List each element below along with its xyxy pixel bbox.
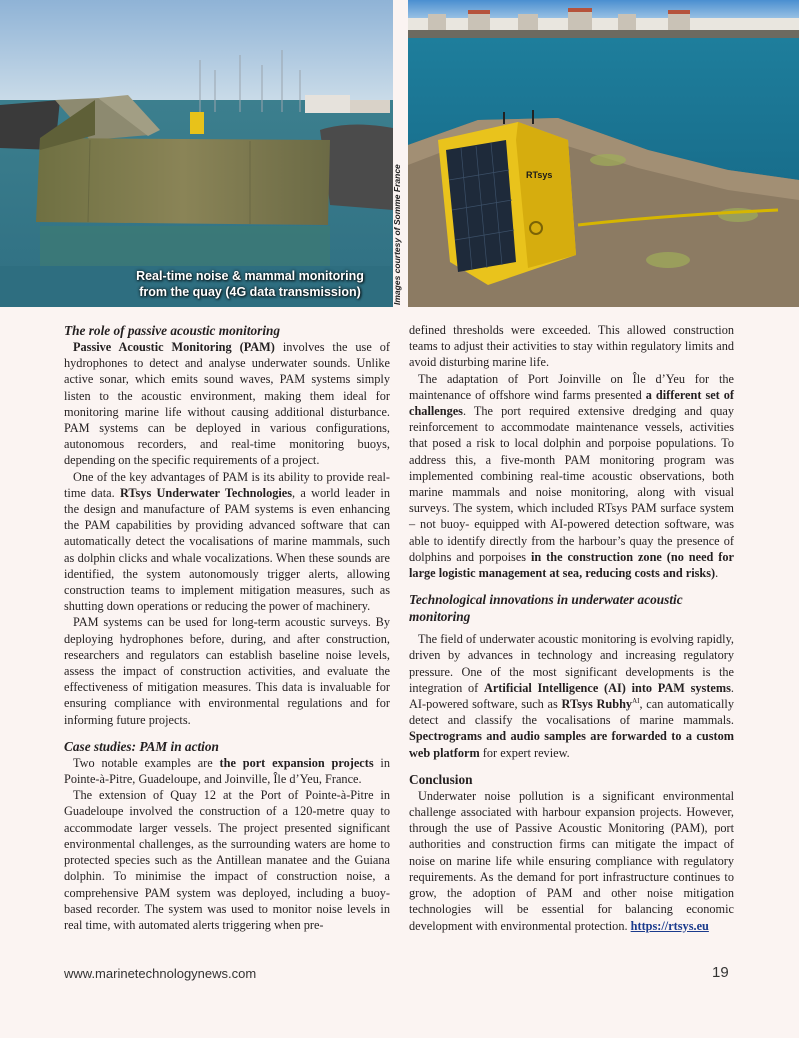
bold-pam-term: Passive Acoustic Monitoring (PAM) — [73, 340, 275, 354]
solar-pam-station-image — [408, 0, 799, 307]
caption-line-1: Real-time noise & mammal monitoring — [136, 269, 364, 283]
paragraph-conclusion — [409, 788, 734, 934]
footer-website-url[interactable]: www.marinetechnologynews.com — [64, 966, 257, 981]
device-brand-label: RTsys — [526, 170, 553, 180]
ai-start: The field of underwater acoustic monitoring is evolving rapidly, driven by advances in technology and increasing regulatory pressure. One of the most significant developments is the integration of — [409, 632, 734, 695]
paragraph-ai-integration — [409, 631, 734, 761]
quay-photo-left — [0, 0, 393, 307]
photo-credit: Images courtesy of Somme France — [392, 164, 402, 305]
bold-spectrograms: Spectrograms and audio samples are forwarded to a custom web platform — [409, 729, 734, 760]
paragraph-quay-12: The extension of Quay 12 at the Port of Pointe-à-Pitre in Guadeloupe involved the construction of a 120-metre quay to accommodate larger vessels. The project presented significant environmental challenges, as the surrounding waters are home to protected species such as the Antillean manatee and the Guiana dolphin. To minimise the impact of construction noise, a comprehensive PAM system was deployed, including a buoy-based recorder. The system was used to monitor noise levels in real time, with automated alerts triggering when pre- — [64, 788, 390, 932]
bold-rtsys: RTsys Underwater Technologies — [119, 485, 293, 500]
joinville-end: . — [715, 566, 719, 581]
bold-construction-zone: in the construction zone (no need for large logistic management at sea, reducing costs and risks) — [409, 549, 734, 581]
caption-line-2: from the quay (4G data transmission) — [139, 285, 361, 299]
case-rest: in Pointe-à-Pitre, Guadeloupe, and Joinville, Île d’Yeu, France. — [64, 755, 390, 787]
right-column — [409, 322, 734, 934]
paragraph-pam-intro — [64, 339, 390, 469]
heading-role-of-pam: The role of passive acoustic monitoring — [64, 323, 281, 338]
case-start: Two notable examples are — [73, 755, 220, 770]
rtsys-link[interactable]: https://rtsys.eu — [630, 918, 709, 933]
ai-end: for expert review. — [479, 745, 570, 760]
paragraph-thresholds: defined thresholds were exceeded. This allowed construction teams to adjust their activities to stay within regulatory limits and avoid disturbing marine life. — [409, 323, 734, 370]
left-column — [64, 322, 390, 933]
photo-strip — [0, 0, 799, 307]
heading-tech-innovations: Technological innovations in underwater acoustic monitoring — [409, 592, 683, 625]
advantages-rest: , a world leader in the design and manufacture of PAM systems is even enhancing the PAM capabilities by providing advanced software that can automatically detect the vocalisations of marine mammals, such as dolphin clicks and whale vocalizations. When these sounds are identified, the system autonomously trigger alerts, allowing construction teams to implement mitigation measures, such as shutting down operations or reducing the power of machinery. — [64, 485, 390, 614]
photo-caption — [110, 268, 390, 300]
page-number: 19 — [712, 964, 729, 981]
paragraph-case-examples — [64, 755, 390, 787]
ai-mid2: , can automatically detect and classify the vocalisations of marine mammals. — [409, 697, 734, 728]
ai-superscript: AI — [632, 696, 640, 705]
quay-with-monitoring-station-image — [0, 0, 393, 307]
paragraph-pam-advantages — [64, 469, 390, 615]
bold-port-expansion: the port expansion projects — [219, 755, 374, 770]
paragraph-port-joinville — [409, 371, 734, 582]
joinville-start: The adaptation of Port Joinville on Île d’Yeu for the maintenance of offshore wind farms presented — [409, 371, 734, 402]
ai-mid1: . AI-powered software, such as — [409, 680, 734, 712]
pam-intro-text: involves the use of hydrophones to detect and analyse underwater sounds. Unlike active sonar, which emits sound waves, PAM systems simply listen to the acoustic environment, making them ideal for monitoring marine life without causing additional disturbance. PAM systems can be deployed in various configurations, autonomous recorders, and real-time monitoring buoys, depending on the specific requirements of a project. — [64, 340, 390, 468]
bold-rtsys-rubhy: RTsys Rubhy — [561, 697, 633, 712]
harbour-photo-right — [408, 0, 799, 307]
paragraph-long-term-surveys: PAM systems can be used for long-term acoustic surveys. By deploying hydrophones before, during, and after construction, researchers and regulators can establish baseline noise levels, assess the impact of construction activities, and evaluate the effectiveness of mitigation measures. This data is invaluable for ensuring compliance with environmental regulations and for informing future projects. — [64, 615, 390, 727]
bold-different-set: a different set of challenges — [409, 387, 735, 419]
heading-case-studies: Case studies: PAM in action — [64, 738, 219, 754]
heading-conclusion: Conclusion — [409, 771, 473, 787]
conclusion-text: Underwater noise pollution is a significant environmental challenge associated with harbour expansion projects. However, through the use of Passive Acoustic Monitoring (PAM), port authorities and construction firms can mitigate the impact of noise on marine life while ensuring compliance with regulatory requirements. As the demand for port infrastructure continues to grow, the adoption of PAM and other noise mitigation technologies will be essential for balancing economic development with environmental protection. — [409, 788, 734, 933]
advantages-start: One of the key advantages of PAM is its ability to provide real-time data. — [64, 469, 390, 500]
joinville-mid: . The port required extensive dredging and quay reinforcement to accommodate maintenance vessels, activities that posed a risk to local dolphin and porpoise populations. To address this, a five-month PAM monitoring program was implemented combining real-time acoustic observations, both marine mammals and noise monitoring, along with visual surveys. The system, which included RTsys PAM surface system – not buoy- equipped with AI-powered detection software, was able to identify directly from the harbour’s quay the presence of dolphins and porpoises — [409, 404, 734, 564]
bold-ai-pam: Artificial Intelligence (AI) into PAM systems — [483, 680, 731, 695]
